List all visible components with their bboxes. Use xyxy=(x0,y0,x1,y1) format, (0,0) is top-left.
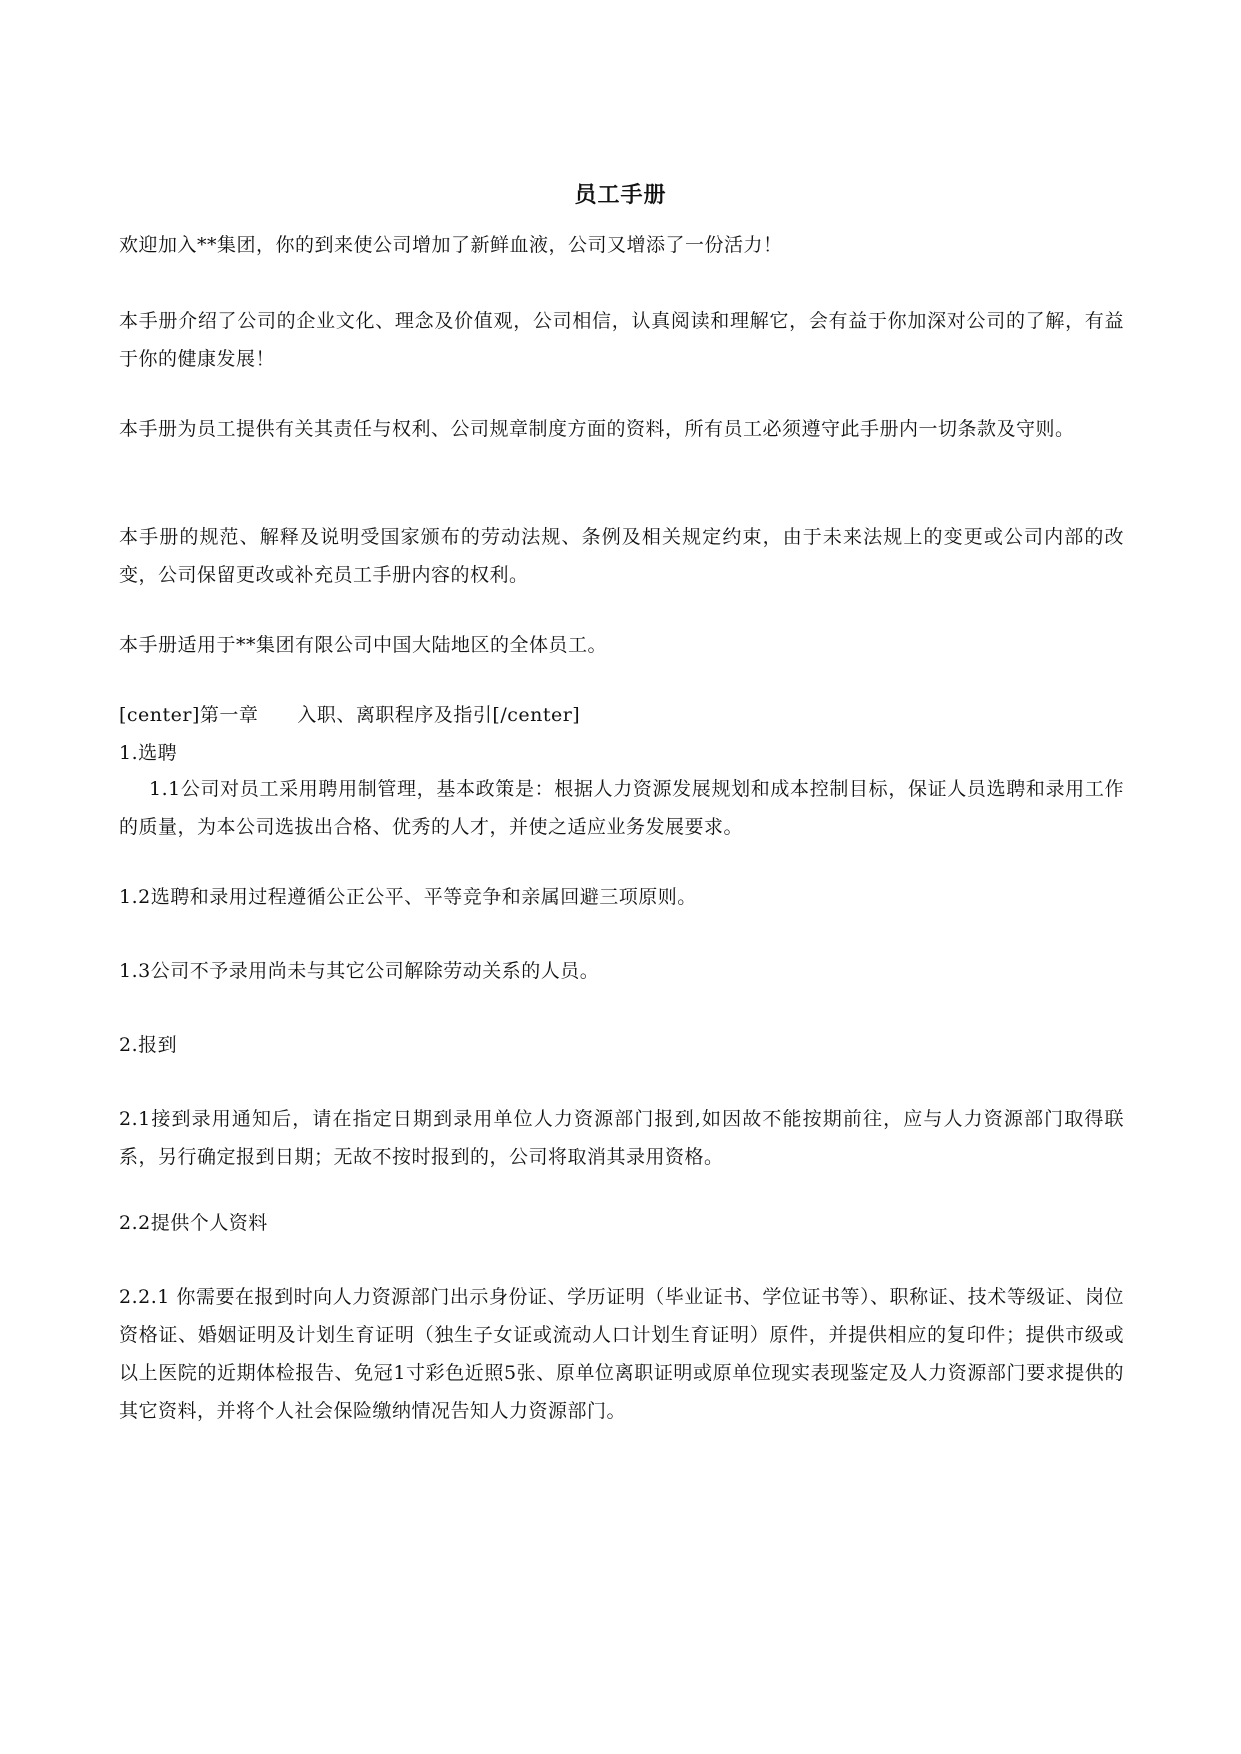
intro-scope: 本手册适用于**集团有限公司中国大陆地区的全体员工。 xyxy=(119,634,608,656)
clause-2-1: 2.1接到录用通知后，请在指定日期到录用单位人力资源部门报到,如因故不能按期前往，应与人力资源部门取得联系，另行确定报到日期；无故不按时报到的，公司将取消其录用资格。 xyxy=(119,1108,1124,1168)
clause-2-2: 2.2提供个人资料 xyxy=(119,1212,268,1234)
section-heading-onboarding: 2.报到 xyxy=(119,1034,178,1056)
clause-2-2-1: 2.2.1 你需要在报到时向人力资源部门出示身份证、学历证明（毕业证书、学位证书等）、职称证、技术等级证、岗位资格证、婚姻证明及计划生育证明（独生子女证或流动人口计划生育证明）原件，并提供相应的复印件；提供市级或以上医院的近期体检报告、免冠1寸彩色近照5张、原单位离职证明或原单位现实表现鉴定及人力资源部门要求提供的其它资料，并将个人社会保险缴纳情况告知人力资源部门。 xyxy=(119,1286,1124,1422)
clause-1-3: 1.3公司不予录用尚未与其它公司解除劳动关系的人员。 xyxy=(119,960,600,982)
document-title: 员工手册 xyxy=(574,182,667,208)
chapter-heading: [center]第一章 入职、离职程序及指引[/center] xyxy=(119,704,581,726)
intro-regulation: 本手册的规范、解释及说明受国家颁布的劳动法规、条例及相关规定约束，由于未来法规上的变更或公司内部的改变，公司保留更改或补充员工手册内容的权利。 xyxy=(119,526,1124,586)
clause-1-2: 1.2选聘和录用过程遵循公正公平、平等竞争和亲属回避三项原则。 xyxy=(119,886,697,908)
intro-responsibility: 本手册为员工提供有关其责任与权利、公司规章制度方面的资料，所有员工必须遵守此手册内一切条款及守则。 xyxy=(119,418,1075,440)
intro-culture: 本手册介绍了公司的企业文化、理念及价值观，公司相信，认真阅读和理解它，会有益于你加深对公司的了解，有益于你的健康发展！ xyxy=(119,310,1124,370)
clause-1-1: 1.1公司对员工采用聘用制管理，基本政策是：根据人力资源发展规划和成本控制目标，保证人员选聘和录用工作的质量，为本公司选拔出合格、优秀的人才，并使之适应业务发展要求。 xyxy=(119,778,1124,838)
section-heading-recruitment: 1.选聘 xyxy=(119,742,178,764)
intro-welcome: 欢迎加入**集团，你的到来使公司增加了新鲜血液，公司又增添了一份活力！ xyxy=(119,234,783,256)
